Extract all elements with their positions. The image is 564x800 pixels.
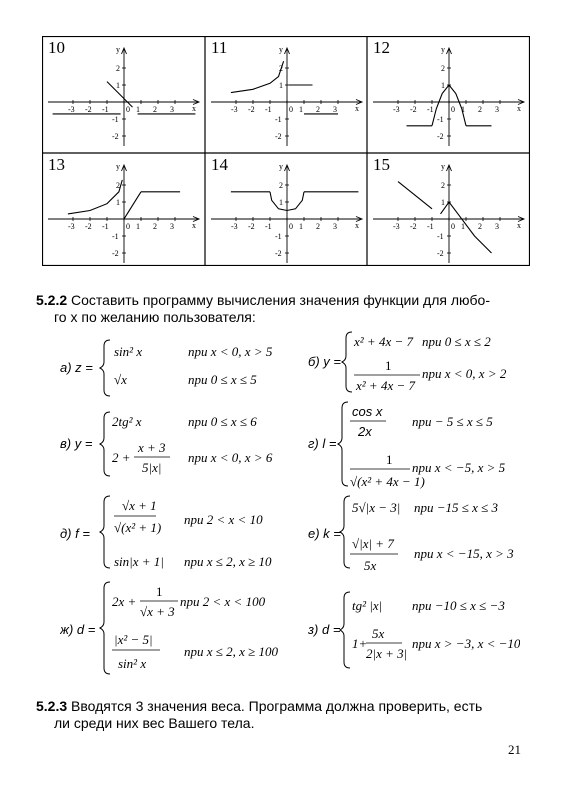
formula-v-r2a: 2 + [112,450,131,465]
y-tick-label: 2 [116,64,120,73]
y-tick-label: 2 [279,181,283,190]
graph-number: 14 [211,155,228,174]
formula-z-brace [340,592,350,668]
x-tick-label: 1 [136,105,140,114]
formula-a-brace [100,340,110,396]
x-axis-label: x [355,221,359,230]
x-tick-label: -3 [231,222,238,231]
x-tick-label: 0 [289,222,293,231]
x-tick-label: 0 [289,105,293,114]
function-curve [441,202,492,253]
formula-b-c2: при x < 0, x > 2 [422,366,507,381]
x-tick-label: 2 [478,222,482,231]
y-tick-label: -1 [437,232,444,241]
x-axis-label: x [517,221,521,230]
x-axis-label: x [355,104,359,113]
formula-zh-r2den: sin² x [118,656,147,671]
formula-b-brace [342,332,352,392]
y-tick-label: 2 [441,181,445,190]
x-tick-label: 1 [461,222,465,231]
y-tick-label: 1 [279,198,283,207]
formula-g [308,402,506,489]
x-tick-label: 2 [478,105,482,114]
y-tick-label: -1 [112,115,119,124]
x-axis-label: x [192,221,196,230]
x-tick-label: -3 [231,105,238,114]
task-523-line1 [36,698,526,715]
formula-v-name: в) y = [60,436,93,451]
x-tick-label: 2 [316,222,320,231]
formula-e-r2den: 5x [364,558,377,573]
x-tick-label: -3 [68,222,75,231]
y-tick-label: 1 [441,81,445,90]
graph-11 [211,38,362,146]
formula-a-c1: при x < 0, x > 5 [188,344,273,359]
x-tick-label: -2 [85,105,92,114]
formula-b-r2den: x² + 4x − 7 [356,378,415,393]
y-tick-label: 2 [116,181,120,190]
graph-10 [48,38,199,146]
y-tick-label: 1 [441,198,445,207]
formula-zh-r1den: √x + 3 [140,604,175,619]
formula-d-r1num: √x + 1 [122,498,157,513]
y-tick-label: -1 [112,232,119,241]
formula-v-r1: 2tg² x [112,414,142,429]
y-axis-label: y [116,162,120,171]
task-523-line2: ли среди них вес Вашего тела. [54,715,255,731]
formula-g-r2num: 1 [386,452,393,467]
formula-a [60,340,273,396]
x-tick-label: -2 [248,105,255,114]
formula-zh-brace [100,582,110,674]
x-tick-label: 3 [495,105,499,114]
x-tick-label: -1 [265,105,272,114]
y-axis-label: y [116,45,120,54]
formula-z-c1: при −10 ≤ x ≤ −3 [412,598,505,613]
x-tick-label: 2 [153,222,157,231]
y-axis-label: y [279,162,283,171]
x-tick-label: -3 [393,222,400,231]
y-axis-label: y [279,45,283,54]
graph-number: 12 [373,38,390,57]
y-axis-label: y [441,45,445,54]
formula-zh [60,582,279,674]
x-tick-label: -1 [427,222,434,231]
formula-z-r2a: 1+ [352,636,368,651]
x-tick-label: 1 [299,222,303,231]
task-522 [36,292,526,326]
y-tick-label: -2 [437,132,444,141]
y-tick-label: 1 [279,81,283,90]
formula-a-c2: при 0 ≤ x ≤ 5 [188,372,257,387]
formula-g-r1den: 2x [358,424,372,439]
formula-g-r2den: √(x² + 4x − 1) [350,474,425,489]
formula-v-c1: при 0 ≤ x ≤ 6 [188,414,257,429]
x-tick-label: -2 [410,222,417,231]
formula-z-name: з) d = [308,622,341,637]
x-tick-label: 2 [316,105,320,114]
x-tick-label: -1 [427,105,434,114]
formula-zh-c2: при x ≤ 2, x ≥ 100 [184,644,279,659]
graph-12 [373,38,524,146]
formula-z-r2den: 2|x + 3| [366,646,408,661]
task-523-number: 5.2.3 [36,698,68,714]
formula-b-r1: x² + 4x − 7 [354,334,413,349]
formula-zh-r2num: |x² − 5| [114,632,153,647]
graphs-grid [42,36,530,266]
formula-b [308,332,507,393]
y-tick-label: -2 [275,249,282,258]
formula-v-c2: при x < 0, x > 6 [188,450,273,465]
y-tick-label: 2 [279,64,283,73]
formula-b-c1: при 0 ≤ x ≤ 2 [422,334,491,349]
formula-g-name: г) l = [308,436,337,451]
graph-14 [211,155,362,263]
formula-zh-r1a: 2x + [112,594,137,609]
x-tick-label: 0 [451,105,455,114]
formulas-block [60,326,520,686]
formula-z [307,592,520,668]
formula-d-r1den: √(x² + 1) [114,520,162,535]
x-tick-label: 0 [451,222,455,231]
y-tick-label: -1 [275,115,282,124]
formulas-svg [60,326,520,686]
formula-zh-name: ж) d = [60,622,96,637]
x-tick-label: 1 [299,105,303,114]
x-tick-label: 1 [136,222,140,231]
formula-b-name: б) y = [308,354,341,369]
x-tick-label: 3 [170,222,174,231]
formula-d-c1: при 2 < x < 10 [184,512,263,527]
y-tick-label: -2 [112,132,119,141]
formula-z-r2num: 5x [372,626,385,641]
graph-15 [373,155,524,263]
formula-z-r1: tg² |x| [352,598,383,613]
formula-z-c2: при x > −3, x < −10 [412,636,520,651]
x-tick-label: -2 [248,222,255,231]
formula-g-c2: при x < −5, x > 5 [412,460,506,475]
graphs-svg [42,36,530,266]
formula-e-brace [340,496,350,568]
formula-b-r2num: 1 [385,358,392,373]
formula-zh-r1num: 1 [156,584,163,599]
y-tick-label: -1 [275,232,282,241]
x-tick-label: -1 [102,222,109,231]
x-tick-label: -3 [393,105,400,114]
formula-v-brace [100,412,110,476]
x-tick-label: 3 [495,222,499,231]
formula-v [60,412,273,476]
formula-a-r1: sin² x [114,344,143,359]
task-522-number: 5.2.2 [36,292,68,308]
formula-e-r2num: √|x| + 7 [352,536,394,551]
formula-g-c1: при − 5 ≤ x ≤ 5 [412,414,493,429]
y-tick-label: 1 [116,81,120,90]
x-axis-label: x [517,104,521,113]
formula-v-r2num: x + 3 [138,440,166,455]
y-axis-label: y [441,162,445,171]
formula-d-name: д) f = [60,526,90,541]
x-tick-label: -3 [68,105,75,114]
formula-e-r1: 5√|x − 3| [352,500,401,515]
formula-d-c2: при x ≤ 2, x ≥ 10 [184,554,272,569]
formula-d-brace [100,496,110,568]
formula-a-r2: √x [114,372,127,387]
x-tick-label: 3 [170,105,174,114]
graph-13 [48,155,199,263]
formula-e-name: е) k = [308,526,341,541]
graph-number: 15 [373,155,390,174]
formula-zh-c1: при 2 < x < 100 [180,594,266,609]
x-tick-label: -1 [102,105,109,114]
y-tick-label: 2 [441,64,445,73]
function-curve [124,192,141,219]
y-tick-label: -1 [437,115,444,124]
formula-g-brace [338,402,348,486]
x-tick-label: 2 [153,105,157,114]
graph-number: 11 [211,38,228,57]
page-number: 21 [508,742,521,757]
x-tick-label: -1 [265,222,272,231]
y-tick-label: 1 [116,198,120,207]
task-522-text1: Составить программу вычисления значения функции для любо- [67,292,490,308]
x-tick-label: 3 [333,105,337,114]
x-tick-label: 0 [126,222,130,231]
formula-e-c2: при x < −15, x > 3 [414,546,514,561]
formula-a-name: а) z = [60,360,93,375]
x-axis-label: x [192,104,196,113]
x-tick-label: 3 [333,222,337,231]
y-tick-label: -2 [437,249,444,258]
y-tick-label: -2 [112,249,119,258]
formula-v-r2den: 5|x| [142,460,162,475]
formula-d-r2: sin|x + 1| [114,554,164,569]
x-tick-label: 0 [126,105,130,114]
formula-e [308,496,514,573]
x-tick-label: 1 [461,105,465,114]
x-tick-label: -2 [85,222,92,231]
task-522-line1 [36,292,526,309]
function-curve [231,61,284,92]
task-522-line2: го x по желанию пользователя: [54,309,256,325]
y-tick-label: -2 [275,132,282,141]
graph-number: 13 [48,155,65,174]
formula-e-c1: при −15 ≤ x ≤ 3 [414,500,499,515]
x-tick-label: -2 [410,105,417,114]
task-523 [36,698,526,732]
function-curve [68,180,122,214]
function-curve [398,182,432,209]
graph-number: 10 [48,38,65,57]
formula-g-r1num: cos x [352,404,383,419]
formula-d [60,496,272,569]
task-523-text1: Вводятся 3 значения веса. Программа должна проверить, есть [67,698,483,714]
